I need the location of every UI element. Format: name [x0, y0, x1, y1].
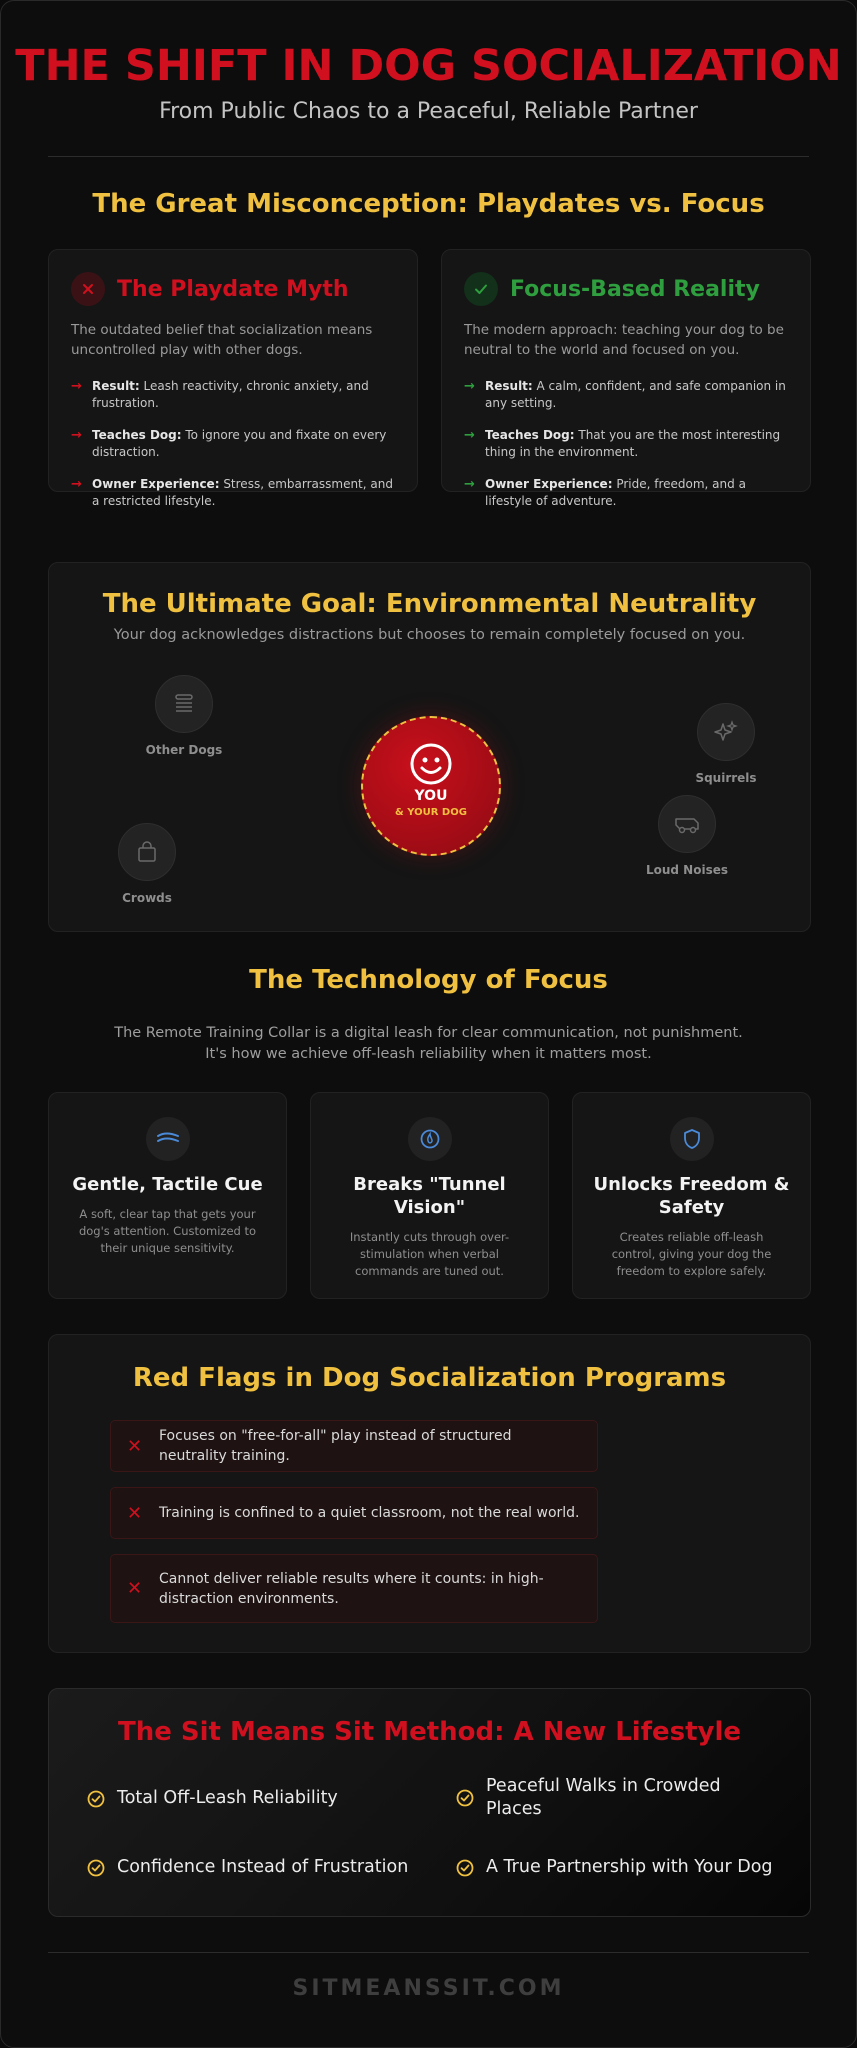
- neutrality-subtitle: Your dog acknowledges distractions but chooses to remain completely focused on you.: [113, 627, 746, 643]
- car-icon: [658, 795, 716, 853]
- distraction-squirrels: Squirrels: [671, 703, 781, 785]
- list-item: → Owner Experience: Pride, freedom, and a lifestyle of adventure.: [464, 477, 746, 508]
- tech-card-gentle-cue: Gentle, Tactile Cue A soft, clear tap that gets your dog's attention. Customized to their unique sensitivity.: [48, 1092, 287, 1299]
- red-flag-item: ✕ Focuses on "free-for-all" play instead of structured neutrality training.: [110, 1420, 598, 1472]
- myth-description: The outdated belief that socialization means uncontrolled play with other dogs.: [71, 322, 373, 358]
- list-item: → Teaches Dog: To ignore you and fixate on every distraction.: [71, 428, 387, 459]
- list-icon: [155, 675, 213, 733]
- reality-list: [464, 378, 786, 525]
- arrow-icon: →: [464, 428, 475, 443]
- reality-title: Focus-Based Reality: [510, 276, 760, 302]
- technology-description: The Remote Training Collar is a digital leash for clear communication, not punishment. It's how we achieve off-leash reliability when it matters most.: [114, 1025, 743, 1062]
- method-card: [48, 1688, 811, 1917]
- close-icon: ✕: [127, 1578, 143, 1599]
- check-circle-icon: [456, 1859, 474, 1877]
- you-label: YOU: [414, 788, 448, 804]
- target-icon: [408, 1117, 452, 1161]
- page-subtitle: From Public Chaos to a Peaceful, Reliable Partner: [159, 99, 698, 124]
- check-circle-icon: [87, 1859, 105, 1877]
- red-flag-item: ✕ Training is confined to a quiet classroom, not the real world.: [110, 1487, 598, 1539]
- method-item: Peaceful Walks in Crowded Places: [456, 1775, 756, 1821]
- technology-title: The Technology of Focus: [249, 965, 608, 995]
- arrow-icon: →: [71, 477, 82, 492]
- method-item: A True Partnership with Your Dog: [456, 1856, 796, 1879]
- close-icon: [71, 272, 105, 306]
- method-item: Total Off-Leash Reliability: [87, 1787, 407, 1810]
- close-icon: ✕: [127, 1435, 143, 1457]
- distraction-other-dogs: Other Dogs: [129, 675, 239, 757]
- arrow-icon: →: [464, 379, 475, 394]
- check-circle-icon: [87, 1790, 105, 1808]
- red-flags-card: [48, 1334, 811, 1653]
- page-title: THE SHIFT IN DOG SOCIALIZATION: [15, 41, 842, 91]
- close-icon: ✕: [127, 1502, 143, 1524]
- neutrality-card: [48, 562, 811, 932]
- check-circle-icon: [456, 1789, 474, 1807]
- list-item: → Result: A calm, confident, and safe companion in any setting.: [464, 379, 786, 410]
- footer-brand: SITMEANSSIT.COM: [292, 1976, 565, 2001]
- list-item: → Owner Experience: Stress, embarrassment, and a restricted lifestyle.: [71, 477, 393, 508]
- playdate-myth-card: [48, 249, 418, 508]
- list-item: → Result: Leash reactivity, chronic anxiety, and frustration.: [71, 379, 369, 410]
- smiley-icon: [409, 742, 453, 786]
- arrow-icon: →: [464, 477, 475, 492]
- divider: [48, 156, 809, 157]
- red-flags-title: Red Flags in Dog Socialization Programs: [132, 1363, 727, 1393]
- myth-title: The Playdate Myth: [117, 276, 349, 302]
- tech-card-tunnel-vision: Breaks "Tunnel Vision" Instantly cuts through over-stimulation when verbal commands are tuned out.: [310, 1092, 549, 1299]
- check-icon: [464, 272, 498, 306]
- wave-icon: [146, 1117, 190, 1161]
- misconception-title: The Great Misconception: Playdates vs. Focus: [92, 189, 765, 219]
- shield-icon: [670, 1117, 714, 1161]
- list-item: → Teaches Dog: That you are the most interesting thing in the environment.: [464, 428, 781, 459]
- arrow-icon: →: [71, 379, 82, 394]
- shopping-bag-icon: [118, 823, 176, 881]
- sparkle-icon: [697, 703, 755, 761]
- you-and-dog-center: [361, 716, 501, 856]
- divider: [48, 1952, 809, 1953]
- your-dog-label: & YOUR DOG: [395, 807, 467, 818]
- method-title: The Sit Means Sit Method: A New Lifestyle: [117, 1717, 742, 1747]
- myth-list: [71, 378, 393, 525]
- red-flag-item: ✕ Cannot deliver reliable results where it counts: in high-distraction environments.: [110, 1554, 598, 1623]
- neutrality-title: The Ultimate Goal: Environmental Neutrality: [102, 589, 757, 619]
- focus-reality-card: [441, 249, 811, 508]
- method-item: Confidence Instead of Frustration: [87, 1856, 417, 1879]
- distraction-loud-noises: Loud Noises: [632, 795, 742, 877]
- arrow-icon: →: [71, 428, 82, 443]
- tech-card-freedom: Unlocks Freedom & Safety Creates reliable off-leash control, giving your dog the freedom to explore safely.: [572, 1092, 811, 1299]
- distraction-crowds: Crowds: [92, 823, 202, 905]
- reality-description: The modern approach: teaching your dog to be neutral to the world and focused on you.: [464, 322, 784, 358]
